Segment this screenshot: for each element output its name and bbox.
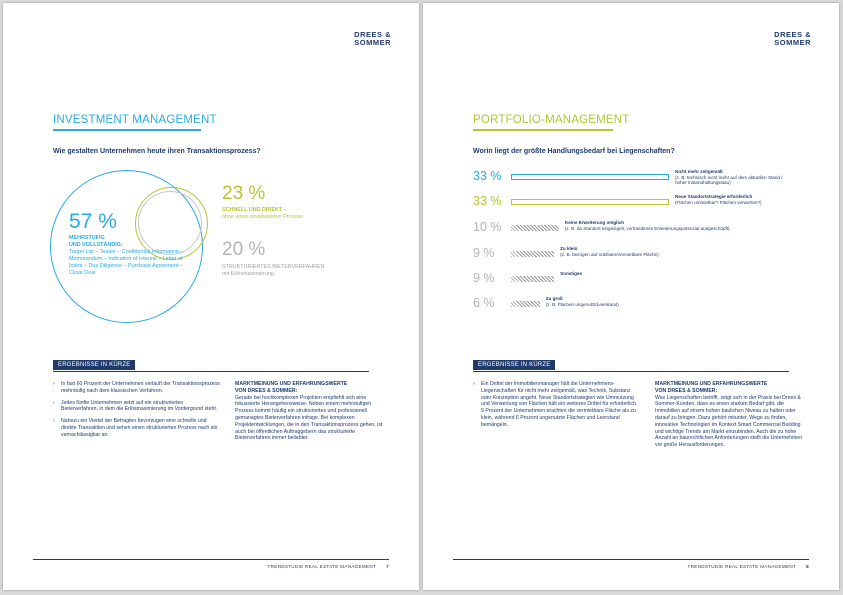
category-name: Zu groß (545, 296, 563, 301)
footer-rule (33, 559, 389, 560)
bar-value-label: 10 % (473, 220, 502, 234)
footer: TRENDSTUDIE REAL ESTATE MANAGEMENT 7 (267, 564, 389, 569)
bar (511, 251, 554, 257)
page-right (423, 3, 839, 590)
pct-20: 20 % (222, 239, 266, 260)
title-underline (53, 129, 201, 131)
bar-category-label (565, 220, 789, 231)
list-item: › Jedes fünfte Unternehmen setzt auf ein strukturiertes Bieterverfahren, in dem die Erlösmaximierung im Vordergrund steht. (61, 400, 221, 414)
bar (511, 225, 559, 231)
bar-row (473, 271, 813, 291)
list-item: › Nahezu ein Viertel der Befragten bevorzugen eine schnelle und direkte Transaktion und sehen einen strukturierten Prozess nach als vernachlässigbar an. (61, 418, 221, 438)
bar (511, 199, 669, 205)
results-badge: ERGEBNISSE IN KÜRZE (473, 360, 555, 370)
bar-value-label: 33 % (473, 169, 502, 183)
footer-rule (453, 559, 809, 560)
page-left (3, 3, 419, 590)
divider (473, 371, 789, 372)
category-note: (Flächen ummietbar? Flächen verwerten?) (675, 199, 762, 205)
question: Worin liegt der größte Handlungsbedarf bei Liegenschaften? (473, 148, 675, 155)
bar-category-label (546, 296, 789, 307)
footer: TRENDSTUDIE REAL ESTATE MANAGEMENT 8 (687, 564, 809, 569)
bar-category-label (560, 271, 789, 277)
title-underline (473, 129, 613, 131)
list-item: › Ein Drittel der Immobilienmanager hält die Unternehmens-Liegenschaften für nicht mehr zeitgemäß, was Technik, Substanz oder Konzeption angeht. Neue Standortstrategien wie Ummutzung und Verwertung von Flächen hält ein weiteres Drittel für erforderlich. 9 Prozent der Unternehmen erachten die vermietbare Fläche als zu klein, während 6 Prozent ungenutzte Flächen und Leerstand bemängeln. (481, 381, 641, 429)
bar (511, 174, 669, 180)
bar (511, 276, 554, 282)
market-opinion: MARKTMEINUNG UND ERFAHRUNGSWERTE VON DREES & SOMMER: Gerade bei hochkomplexen Projekten empfiehlt sich eine fokussierte Herangehensweise. Neben einem mehrstufigen Prozess kommt häufig ein strukturiertes und professionell gemanagtes Bieterverfahren infrage. Bei komplexen Projektentwicklungen, die in den Transaktionsprozess gehen, ist auch bei öffentlichen Auftraggebern das strukturierte Bieterverfahren immer beliebter. (235, 381, 383, 442)
label-57: MEHRSTUFIG UND VOLLSTÄNDIG: Target List – Teaser – Confidential Information – Memorandum – Indication of Interest – Letter of Intent – Due Diligence – Purchase Agreement – Close Deal (69, 235, 184, 276)
bar-row (473, 220, 813, 240)
page-number: 8 (806, 564, 809, 569)
bar-category-label (560, 246, 789, 257)
bar-value-label: 6 % (473, 296, 495, 310)
bar-row (473, 194, 813, 214)
results-badge: ERGEBNISSE IN KÜRZE (53, 360, 135, 370)
category-name: Nicht mehr zeitgemäß (675, 169, 723, 174)
section-title: PORTFOLIO-MANAGEMENT (473, 114, 630, 126)
category-note: (z. B. da Standort eingezigelt, vorhandenes Erweiterungspotenzial ausgeschöpft) (564, 225, 730, 231)
category-note: (z. B. bezogen auf nutzbare/vermietbare Fläche) (560, 251, 659, 257)
drees-sommer-logo: DREES & SOMMER (354, 30, 391, 47)
bar (511, 301, 540, 307)
divider (53, 371, 369, 372)
bar-category-label (675, 169, 789, 186)
category-note: (z. B. Flächen ungenutzt/Leerstand) (545, 301, 619, 307)
bar-row (473, 246, 813, 266)
pct-23: 23 % (222, 183, 266, 204)
list-item: › In fast 60 Prozent der Unternehmen verläuft der Transaktionsprozess mehrstufig nach dem klassischen Verfahren. (61, 381, 221, 395)
bullet-list (61, 381, 221, 444)
section-title: INVESTMENT MANAGEMENT (53, 114, 217, 126)
category-name: Keine Erweiterung möglich (564, 220, 625, 225)
bar-row (473, 169, 813, 189)
bullet-list (481, 381, 641, 434)
bar-value-label: 33 % (473, 194, 502, 208)
question: Wie gestalten Unternehmen heute ihren Transaktionsprozess? (53, 148, 261, 155)
category-name: Zu klein (560, 246, 578, 251)
bar-category-label (675, 194, 789, 205)
label-20: STRUKTURIERTES BIETERVERFAHREN mit Erlösmaximierung (222, 264, 325, 277)
category-name: Neue Standortstrategie erforderlich (675, 194, 753, 199)
bar-value-label: 9 % (473, 271, 495, 285)
pct-57: 57 % (69, 210, 117, 233)
market-opinion: MARKTMEINUNG UND ERFAHRUNGSWERTE VON DREES & SOMMER: Was Liegenschaften betrifft, zeigt sich in der Praxis bei Drees & Sommer-Kunden, dass es einen starken Bedarf gibt, die Immobilien auf einem hohen baulichen Niveau zu halten oder darauf zu bringen. Dazu gehört mitunter, Wege zu finden, innovative Technologien im Kontext Smart Commercial Building und wichtige Trends am Markt einzubinden. Auch die zu hohe Anzahl an baurechtlichen Anforderungen stellt die Unternehmen vor große Herausforderungen. (655, 381, 803, 449)
category-name: Sonstiges (560, 271, 583, 276)
bar-row (473, 296, 813, 316)
page-number: 7 (386, 564, 389, 569)
category-note: (z. B. technisch nicht mehr auf dem aktuellen Stand / hoher Instandhaltungsstau) (675, 174, 783, 186)
label-23: SCHNELL UND DIREKT – ohne einen strukturierten Prozess (222, 207, 303, 220)
bar-value-label: 9 % (473, 246, 495, 260)
drees-sommer-logo: DREES & SOMMER (774, 30, 811, 47)
